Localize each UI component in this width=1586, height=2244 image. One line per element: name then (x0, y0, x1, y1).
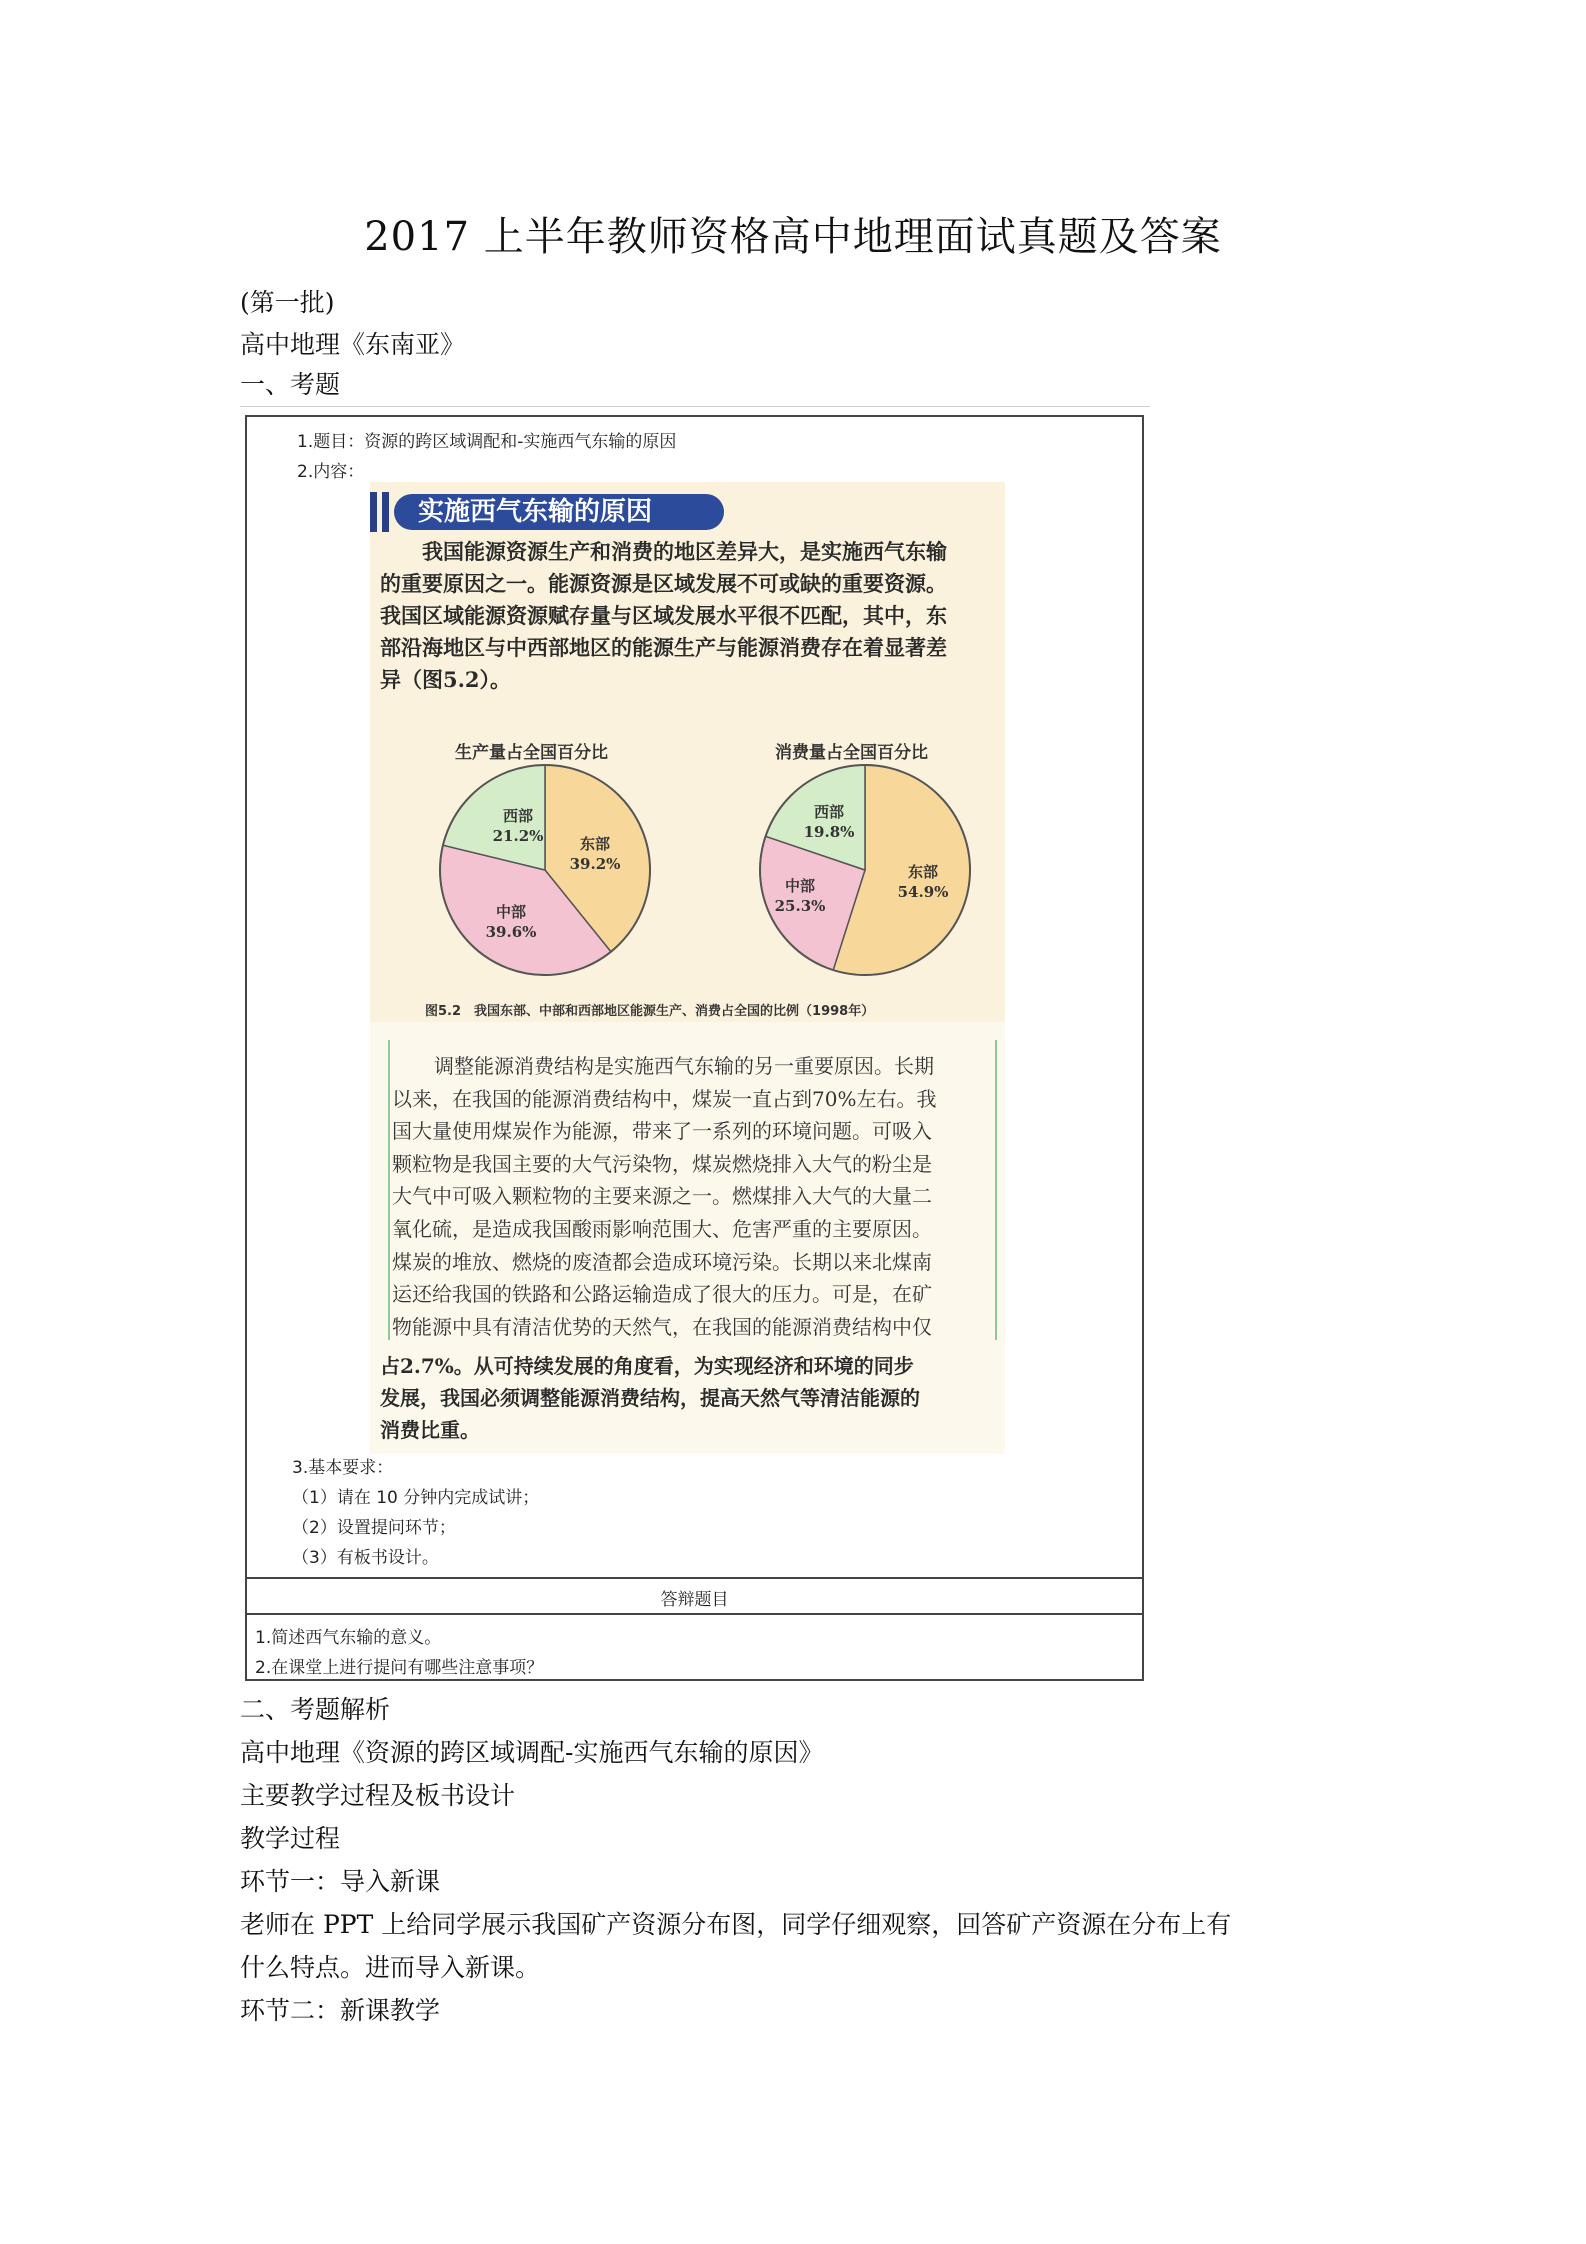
textbook-heading (370, 492, 720, 532)
paragraph-line: 我国区域能源资源赋存量与区域发展水平很不匹配，其中，东 (380, 603, 947, 628)
analysis-topic: 高中地理《资源的跨区域调配-实施西气东输的原因》 (240, 1738, 824, 1767)
textbook-paragraph-2 (392, 1050, 936, 1343)
production-pie-chart (420, 760, 670, 980)
defense-title: 答辩题目 (660, 1590, 729, 1610)
requirements-title: 3.基本要求： (292, 1458, 394, 1478)
paragraph-line: 物能源中具有清洁优势的天然气，在我国的能源消费结构中仅 (392, 1314, 932, 1339)
pie-1-label-middle (481, 902, 541, 942)
pie-2-title: 消费量占全国百分比 (775, 743, 928, 763)
paragraph-line: 消费比重。 (380, 1418, 480, 1442)
process-heading: 教学过程 (240, 1824, 341, 1853)
defense-question-1: 1.简述西气东输的意义。 (255, 1628, 442, 1648)
slice-name: 西部 (813, 803, 844, 821)
document-title: 2017 上半年教师资格高中地理面试真题及答案 (364, 214, 1222, 260)
slice-value: 25.3% (774, 897, 826, 915)
heading-stripe (382, 492, 389, 532)
step-2-heading: 环节二：新课教学 (240, 1996, 441, 2025)
slice-value: 21.2% (492, 827, 544, 845)
textbook-paragraph-1 (380, 536, 947, 696)
pie-1-label-west (488, 806, 548, 846)
requirement-3: （3）有板书设计。 (292, 1548, 439, 1568)
heading-label: 实施西气东输的原因 (394, 494, 724, 530)
process-board-heading: 主要教学过程及板书设计 (240, 1781, 516, 1810)
requirement-2: （2）设置提问环节； (292, 1518, 456, 1538)
slice-name: 东部 (579, 835, 610, 853)
table-divider (247, 1577, 1142, 1579)
exam-item-topic: 1.题目：资源的跨区域调配和-实施西气东输的原因 (297, 432, 677, 452)
subject-label: 高中地理《东南亚》 (240, 330, 466, 359)
table-divider (247, 1613, 1142, 1615)
step-1-text: 老师在 PPT 上给同学展示我国矿产资源分布图，同学仔细观察，回答矿产资源在分布上有 (240, 1910, 1232, 1939)
paragraph-line: 异（图5.2）。 (380, 667, 512, 692)
section-2-heading: 二、考题解析 (240, 1695, 391, 1724)
pie-2-label-west (799, 802, 859, 842)
heading-stripe (370, 492, 377, 532)
pie-1-title: 生产量占全国百分比 (455, 743, 608, 763)
pie-2-label-east (893, 862, 953, 902)
defense-question-2: 2.在课堂上进行提问有哪些注意事项？ (255, 1658, 544, 1678)
requirement-1: （1）请在 10 分钟内完成试讲； (292, 1488, 540, 1508)
paragraph-line: 运还给我国的铁路和公路运输造成了很大的压力。可是，在矿 (392, 1282, 932, 1307)
slice-value: 39.2% (569, 855, 621, 873)
divider (240, 406, 1150, 407)
scan-edge (388, 1040, 390, 1340)
textbook-paragraph-3 (380, 1350, 920, 1446)
section-1-heading: 一、考题 (240, 370, 341, 399)
paragraph-line: 以来，在我国的能源消费结构中，煤炭一直占到70%左右。我 (392, 1086, 937, 1111)
pie-1-label-east (565, 834, 625, 874)
paragraph-line: 我国能源资源生产和消费的地区差异大，是实施西气东输 (422, 539, 947, 564)
step-1-text-continued: 什么特点。进而导入新课。 (240, 1953, 541, 1982)
exam-item-content: 2.内容： (297, 462, 365, 482)
paragraph-line: 占2.7%。从可持续发展的角度看，为实现经济和环境的同步 (380, 1354, 914, 1378)
paragraph-line: 部沿海地区与中西部地区的能源生产与能源消费存在着显著差 (380, 635, 947, 660)
batch-label: (第一批) (240, 288, 335, 317)
slice-name: 东部 (907, 863, 938, 881)
paragraph-line: 大气中可吸入颗粒物的主要来源之一。燃煤排入大气的大量二 (392, 1184, 932, 1209)
step-1-heading: 环节一：导入新课 (240, 1867, 441, 1896)
paragraph-line: 国大量使用煤炭作为能源，带来了一系列的环境问题。可吸入 (392, 1119, 932, 1144)
paragraph-line: 调整能源消费结构是实施西气东输的另一重要原因。长期 (434, 1054, 934, 1078)
paragraph-line: 煤炭的堆放、燃烧的废渣都会造成环境污染。长期以来北煤南 (392, 1249, 932, 1274)
paragraph-line: 颗粒物是我国主要的大气污染物，煤炭燃烧排入大气的粉尘是 (392, 1151, 932, 1176)
slice-name: 西部 (502, 807, 533, 825)
slice-name: 中部 (784, 877, 815, 895)
scan-edge (995, 1040, 997, 1340)
figure-caption: 图5.2 我国东部、中部和西部地区能源生产、消费占全国的比例（1998年） (425, 1004, 875, 1019)
slice-value: 19.8% (803, 823, 855, 841)
paragraph-line: 氧化硫，是造成我国酸雨影响范围大、危害严重的主要原因。 (392, 1216, 932, 1241)
pie-2-label-middle (770, 876, 830, 916)
paragraph-line: 发展，我国必须调整能源消费结构，提高天然气等清洁能源的 (380, 1386, 920, 1410)
slice-value: 54.9% (897, 883, 949, 901)
paragraph-line: 的重要原因之一。能源资源是区域发展不可或缺的重要资源。 (380, 571, 947, 596)
slice-name: 中部 (495, 903, 526, 921)
slice-value: 39.6% (485, 923, 537, 941)
